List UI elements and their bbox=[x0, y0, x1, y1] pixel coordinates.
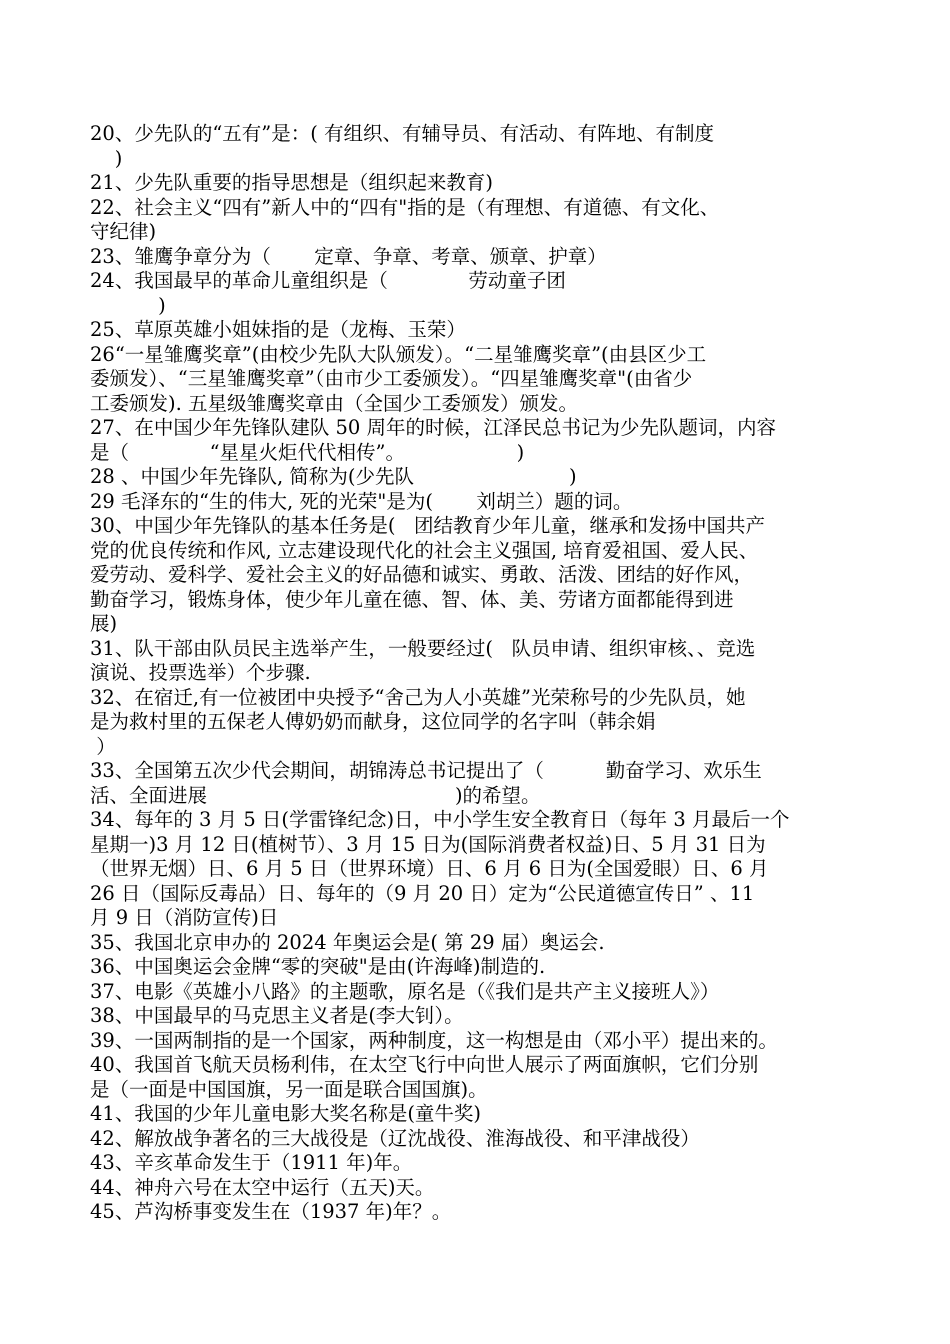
text-line: （世界无烟）日、6 月 5 日（世界环境）日、6 月 6 日为(全国爱眼）日、6 月 bbox=[90, 857, 769, 880]
text-line: 34、每年的 3 月 5 日(学雷锋纪念)日，中小学生安全教育日（每年 3 月最后一个 bbox=[90, 808, 790, 831]
text-line: 31、队干部由队员民主选举产生，一般要经过( 队员申请、组织审核、、竞选 bbox=[90, 636, 756, 660]
text-line: 43、辛亥革命发生于（1911 年)年。 bbox=[90, 1151, 413, 1174]
text-line: 22、社会主义“四有”新人中的“四有"指的是（有理想、有道德、有文化、 bbox=[90, 195, 720, 219]
text-line: 26 日（国际反毒品）日、每年的（9 月 20 日）定为“公民道德宣传日” 、11 bbox=[90, 881, 755, 905]
text-line: 36、中国奥运会金牌“零的突破"是由(许海峰)制造的. bbox=[90, 955, 546, 978]
text-line: 33、全国第五次少代会期间，胡锦涛总书记提出了（ 勤奋学习、欢乐生 bbox=[90, 759, 762, 782]
text-line: 35、我国北京申办的 2024 年奥运会是( 第 29 届）奥运会. bbox=[90, 930, 605, 954]
text-line: 守纪律) bbox=[90, 220, 157, 243]
text-line: 41、我国的少年儿童电影大奖名称是(童牛奖) bbox=[90, 1102, 482, 1125]
text-line: 勤奋学习，锻炼身体，使少年儿童在德、智、体、美、劳诸方面都能得到进 bbox=[90, 587, 734, 611]
text-line: ) bbox=[90, 293, 166, 317]
text-line: 42、解放战争著名的三大战役是（辽沈战役、淮海战役、和平津战役） bbox=[90, 1126, 700, 1150]
text-line: 27、在中国少年先锋队建队 50 周年的时候，江泽民总书记为少先队题词，内容 bbox=[90, 416, 777, 439]
document-page bbox=[90, 122, 880, 1225]
text-line: 26“一星雏鹰奖章”(由校少先队大队颁发）。“二星雏鹰奖章”(由县区少工 bbox=[90, 342, 707, 366]
text-line: 30、中国少年先锋队的基本任务是( 团结教育少年儿童，继承和发扬中国共产 bbox=[90, 514, 766, 537]
text-line: 活、全面进展 )的希望。 bbox=[90, 783, 541, 807]
text-line: 32、在宿迁,有一位被团中央授予“舍己为人小英雄”光荣称号的少先队员，她 bbox=[90, 685, 746, 709]
text-line: 演说、投票选举）个步骤. bbox=[90, 661, 311, 684]
text-line: 21、少先队重要的指导思想是（组织起来教育) bbox=[90, 171, 493, 194]
text-line: ) bbox=[90, 146, 123, 170]
text-line: 党的优良传统和作风, 立志建设现代化的社会主义强国, 培育爱祖国、爱人民、 bbox=[90, 538, 759, 562]
text-line: 37、电影《英雄小八路》的主题歌，原名是（《我们是共产主义接班人》） bbox=[90, 979, 720, 1003]
text-line: 是（一面是中国国旗，另一面是联合国国旗)。 bbox=[90, 1077, 488, 1101]
text-line: 展) bbox=[90, 612, 118, 635]
text-line: 月 9 日（消防宣传)日 bbox=[90, 906, 279, 929]
text-line: 45、芦沟桥事变发生在（1937 年)年？。 bbox=[90, 1200, 452, 1223]
text-line: 38、中国最早的马克思主义者是(李大钊）。 bbox=[90, 1004, 464, 1027]
text-line: 44、神舟六号在太空中运行（五天)天。 bbox=[90, 1175, 435, 1199]
text-line: 委颁发）、“三星雏鹰奖章”（由市少工委颁发）。“四星雏鹰奖章"(由省少 bbox=[90, 367, 693, 390]
text-line: 工委颁发). 五星级雏鹰奖章由（全国少工委颁发）颁发。 bbox=[90, 391, 579, 415]
text-line: 39、一国两制指的是一个国家，两种制度，这一构想是由（邓小平）提出来的。 bbox=[90, 1028, 778, 1052]
text-line: 25、草原英雄小姐妹指的是（龙梅、玉荣） bbox=[90, 318, 466, 341]
text-line: 28 、中国少年先锋队, 简称为(少先队 ) bbox=[90, 465, 577, 488]
text-line: ） bbox=[90, 734, 116, 758]
text-line: 40、我国首飞航天员杨利伟，在太空飞行中向世人展示了两面旗帜，它们分别 bbox=[90, 1053, 759, 1076]
text-line: 20、少先队的“五有”是：( 有组织、有辅导员、有活动、有阵地、有制度 bbox=[90, 122, 715, 145]
text-line: 是为救村里的五保老人傅奶奶而献身，这位同学的名字叫（韩余娟 bbox=[90, 710, 656, 733]
text-line: 爱劳动、爱科学、爱社会主义的好品德和诚实、勇敢、活泼、团结的好作风， bbox=[90, 563, 754, 586]
text-line: 24、我国最早的革命儿童组织是（ 劳动童子团 bbox=[90, 269, 566, 292]
text-line: 29 毛泽东的“生的伟大, 死的光荣"是为( 刘胡兰）题的词。 bbox=[90, 489, 633, 513]
text-line: 星期一)3 月 12 日(植树节）、3 月 15 日为(国际消费者权益)日、5 月 31 日为 bbox=[90, 832, 766, 856]
text-line: 是（ “星星火炬代代相传”。 ) bbox=[90, 440, 525, 464]
text-line: 23、雏鹰争章分为（ 定章、争章、考章、颁章、护章） bbox=[90, 244, 607, 268]
